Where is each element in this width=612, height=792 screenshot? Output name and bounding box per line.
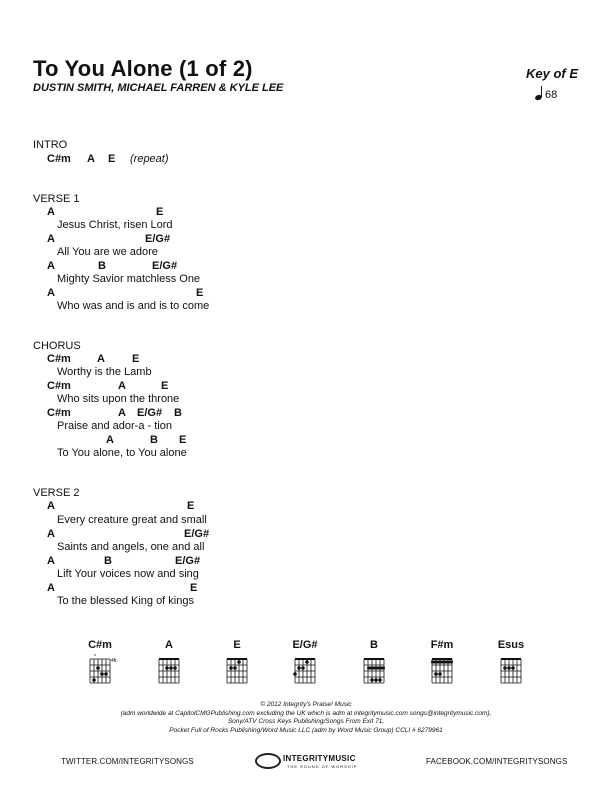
chord-diagram-csharp-m <box>70 639 130 696</box>
chord: B <box>98 260 106 272</box>
chord-diagram-name: B <box>370 639 378 651</box>
chord: A <box>47 528 55 540</box>
twitter-link[interactable]: TWITTER.COM/INTEGRITYSONGS <box>61 757 194 766</box>
chord: A <box>47 206 55 218</box>
chord: B <box>174 407 182 419</box>
lyric-line: Worthy is the Lamb <box>57 366 152 378</box>
verse2-label: VERSE 2 <box>33 487 80 499</box>
svg-text:x: x <box>94 652 96 657</box>
chord: E <box>179 434 187 446</box>
chord-grid-icon <box>481 651 541 691</box>
chord: A <box>47 260 55 272</box>
chord: A <box>47 555 55 567</box>
chord-grid-icon <box>70 651 130 691</box>
chord: E/G# <box>175 555 201 567</box>
copyright-line: Pocket Full of Rocks Publishing/Word Music LLC (adm by Word Music Group) CCLI # 6279961 <box>169 726 443 734</box>
chord: A <box>47 500 55 512</box>
chord-grid-icon <box>344 651 404 691</box>
chord-grid-icon <box>412 651 472 691</box>
chord-diagram-a <box>139 639 199 696</box>
lyric-line: Every creature great and small <box>57 514 207 526</box>
chord-diagram-name: C#m <box>88 639 112 651</box>
logo-tagline: THE SOUND OF WORSHIP <box>287 764 358 769</box>
chord: E/G# <box>152 260 178 272</box>
chord: A <box>47 287 55 299</box>
chord-diagram-name: E/G# <box>292 639 318 651</box>
logo-text: INTEGRITYMUSIC <box>283 754 356 763</box>
chord: E <box>161 380 169 392</box>
song-title: To You Alone (1 of 2) <box>33 56 253 81</box>
chord: B <box>150 434 158 446</box>
chord: A <box>97 353 105 365</box>
chord-diagram-name: Esus <box>497 639 525 651</box>
chorus-label: CHORUS <box>33 340 81 352</box>
tempo-value: 68 <box>545 89 558 101</box>
integrity-music-logo <box>255 752 358 772</box>
chord: E <box>132 353 140 365</box>
chord-diagram-name: A <box>165 639 173 651</box>
chord: E <box>190 582 198 594</box>
chord: E/G# <box>184 528 210 540</box>
lyric-line: All You are we adore <box>57 246 158 258</box>
lyric-line: To the blessed King of kings <box>57 595 194 607</box>
copyright-line: © 2012 Integrity's Praise! Music <box>260 701 352 708</box>
lyric-line: To You alone, to You alone <box>57 447 187 459</box>
chord: E/G# <box>137 407 163 419</box>
lyric-line: Jesus Christ, risen Lord <box>57 219 173 231</box>
tempo-marking <box>535 86 557 101</box>
copyright-line: Sony/ATV Cross Keys Publishing/Songs From Exit 71, <box>227 718 385 725</box>
chord-grid-icon <box>275 651 335 691</box>
chord-diagram-name: F#m <box>430 639 454 651</box>
lyric-line: Who was and is and is to come <box>57 300 210 312</box>
lyric-line: Saints and angels, one and all <box>57 541 205 553</box>
facebook-link[interactable]: FACEBOOK.COM/INTEGRITYSONGS <box>426 757 568 766</box>
chord-diagram-b <box>344 639 404 696</box>
song-authors: DUSTIN SMITH, MICHAEL FARREN & KYLE LEE <box>33 82 284 94</box>
chord-diagram-name: E <box>233 639 241 651</box>
intro-chord: E <box>108 153 116 165</box>
intro-chord: C#m <box>47 153 71 165</box>
intro-label: INTRO <box>33 139 68 151</box>
chord-grid-icon <box>139 651 199 691</box>
lyric-line: Lift Your voices now and sing <box>57 568 199 580</box>
chord: A <box>47 582 55 594</box>
chord-grid-icon <box>207 651 267 691</box>
chord: E <box>187 500 195 512</box>
song-key: Key of E <box>526 66 579 81</box>
fret-label: 4fr. <box>111 658 118 664</box>
chord-diagram-fsharp-m <box>412 639 472 696</box>
verse1-label: VERSE 1 <box>33 193 80 205</box>
copyright-notice <box>0 701 612 735</box>
quarter-note-icon <box>535 86 545 100</box>
intro-chord: A <box>87 153 95 165</box>
chord: C#m <box>47 407 71 419</box>
intro-repeat: (repeat) <box>130 153 169 165</box>
copyright-line: (adm worldwide at CapitolCMGPublishing.com excluding the UK which is adm at integritymusic.com songs@integritymusic.com), <box>120 709 492 717</box>
chord: E <box>156 206 164 218</box>
chord: B <box>104 555 112 567</box>
chord: A <box>47 233 55 245</box>
chord-diagram-esus <box>481 639 541 696</box>
chord-diagram-e <box>207 639 267 696</box>
logo-mark-icon <box>255 753 281 769</box>
chord: A <box>118 407 126 419</box>
chord-diagram-e-over-gsharp <box>275 639 335 696</box>
chord: E/G# <box>145 233 171 245</box>
lyric-line: Mighty Savior matchless One <box>57 273 201 285</box>
chord: A <box>118 380 126 392</box>
lyric-line: Who sits upon the throne <box>57 393 180 405</box>
lyric-line: Praise and ador-a - tion <box>57 420 172 432</box>
chord: C#m <box>47 353 71 365</box>
chord: A <box>106 434 114 446</box>
chord: E <box>196 287 204 299</box>
chord: C#m <box>47 380 71 392</box>
